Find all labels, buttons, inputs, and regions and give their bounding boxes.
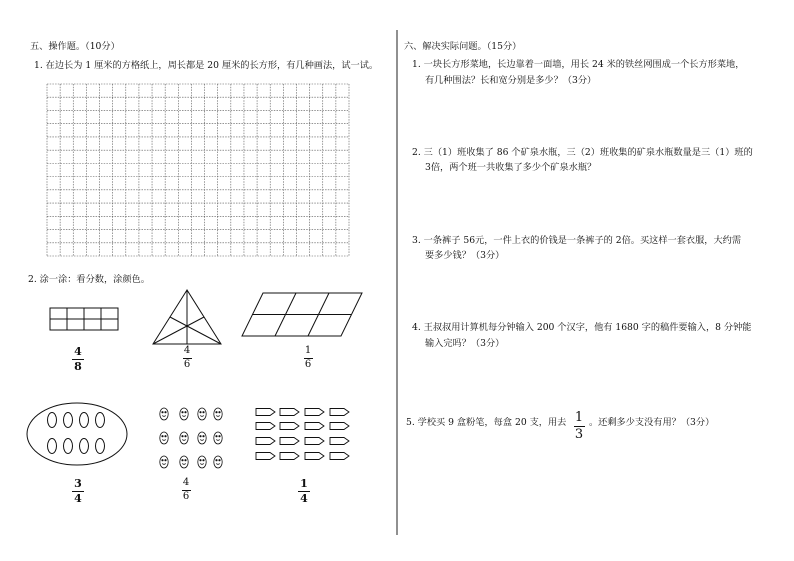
triangle-sixths [153,290,221,344]
face-eye [203,436,204,437]
smiley-face-icon [180,408,188,420]
face-eye [162,412,163,413]
problem-3-line2: 要多少钱？（3分） [425,250,505,261]
face-eye [200,412,201,413]
fraction-numerator: 1 [574,410,584,425]
fraction-denominator: 4 [300,491,308,505]
egg [80,413,89,428]
smiley-face-icon [160,432,168,444]
problem-2-line1: 2. 三（1）班收集了 86 个矿泉水瓶，三（2）班收集的矿泉水瓶数量是三（1）班的 [412,147,753,158]
pencil-icon [256,453,275,460]
egg [80,439,89,454]
face-eye [219,436,220,437]
face-smile [162,416,166,417]
pencil-icon [280,423,299,430]
face-smile [182,464,186,465]
oval-with-eggs [27,403,127,465]
pencil-icon [256,438,275,445]
egg [64,413,73,428]
fraction-denominator: 6 [304,358,312,370]
face-outline [160,408,168,420]
fraction-numerator: 4 [183,345,191,356]
problem-4-line2: 输入完吗？（3分） [425,338,505,349]
face-eye [182,460,183,461]
face-outline [198,432,206,444]
problem-3-line1: 3. 一条裤子 56元，一件上衣的价钱是一条裤子的 2倍。买这样一套衣服，大约需 [412,235,742,246]
smiley-face-icon [198,408,206,420]
face-eye [165,412,166,413]
face-eye [162,436,163,437]
pencil-icon [280,438,299,445]
face-smile [200,440,204,441]
egg [64,439,73,454]
face-eye [216,436,217,437]
face-eye [203,460,204,461]
egg [96,439,105,454]
face-outline [214,408,222,420]
face-eye [200,436,201,437]
egg [48,413,57,428]
pencil-icon [330,423,349,430]
parallelogram-sixths [242,293,362,336]
problem-1-line2: 有几种围法？长和宽分别是多少？（3分） [425,75,597,86]
pencil-icon [305,423,324,430]
face-smile [216,464,220,465]
section-five-title: 五、操作题。（10分） [30,41,120,52]
pencil-icon [330,453,349,460]
face-outline [214,432,222,444]
problem-1-line1: 1. 一块长方形菜地，长边靠着一面墙，用长 24 米的铁丝网围成一个长方形菜地， [412,59,745,70]
face-eye [185,460,186,461]
pencil-icon [256,409,275,416]
smiley-face-icon [214,432,222,444]
fraction-numerator: 4 [74,345,82,358]
question-2-coloring: 2. 涂一涂：看分数，涂颜色。 [28,274,150,285]
pencil-icon [305,409,324,416]
smiley-face-icon [214,456,222,468]
face-outline [214,456,222,468]
pencil-icon [330,438,349,445]
problem-5-text-before: 5. 学校买 9 盒粉笔，每盒 20 支，用去 [406,417,567,428]
smiley-face-icon [160,408,168,420]
smiley-faces-group [160,408,222,468]
fraction-denominator: 4 [74,491,82,505]
face-smile [182,440,186,441]
smiley-face-icon [214,408,222,420]
smiley-face-icon [198,432,206,444]
face-smile [182,416,186,417]
face-outline [180,456,188,468]
question-1-grid: 1. 在边长为 1 厘米的方格纸上，周长都是 20 厘米的长方形，有几种画法，试一试。 [34,60,379,71]
face-eye [216,412,217,413]
face-eye [165,436,166,437]
face-eye [185,412,186,413]
fraction-denominator: 6 [183,358,191,370]
fraction-denominator: 3 [574,426,584,442]
face-smile [162,464,166,465]
face-outline [180,408,188,420]
fraction-numerator: 3 [74,477,82,490]
fraction-numerator: 1 [304,345,312,356]
face-outline [160,432,168,444]
face-outline [160,456,168,468]
face-eye [165,460,166,461]
pencil-icon [280,409,299,416]
pencil-icon [256,423,275,430]
fraction-denominator: 8 [74,359,82,373]
face-outline [198,456,206,468]
face-eye [182,412,183,413]
face-eye [216,460,217,461]
smiley-face-icon [180,456,188,468]
grid-paper [47,84,349,256]
pencil-icon [330,409,349,416]
face-eye [219,412,220,413]
face-smile [200,464,204,465]
fraction-numerator: 4 [182,477,190,488]
section-six-title: 六、解决实际问题。（15分） [404,41,522,52]
problem-5-text-after: 。还剩多少支没有用？（3分） [589,417,715,428]
pencil-icon [280,453,299,460]
face-eye [203,412,204,413]
face-eye [182,436,183,437]
pencil-icon [305,438,324,445]
pencil-icon [305,453,324,460]
face-smile [162,440,166,441]
fraction-numerator: 1 [300,477,308,490]
pencils-group [256,409,349,460]
problem-2-line2: 3倍，两个班一共收集了多少个矿泉水瓶？ [425,162,597,173]
face-smile [200,416,204,417]
smiley-face-icon [180,432,188,444]
problem-4-line1: 4. 王叔叔用计算机每分钟输入 200 个汉字，他有 1680 字的稿件要输入，8 分钟能 [412,322,752,333]
face-eye [200,460,201,461]
egg [96,413,105,428]
face-smile [216,440,220,441]
face-eye [162,460,163,461]
face-eye [185,436,186,437]
smiley-face-icon [198,456,206,468]
fraction-denominator: 6 [182,490,190,502]
face-eye [219,460,220,461]
rectangle-eighths [50,308,118,330]
face-outline [180,432,188,444]
face-smile [216,416,220,417]
face-outline [198,408,206,420]
egg [48,439,57,454]
smiley-face-icon [160,456,168,468]
